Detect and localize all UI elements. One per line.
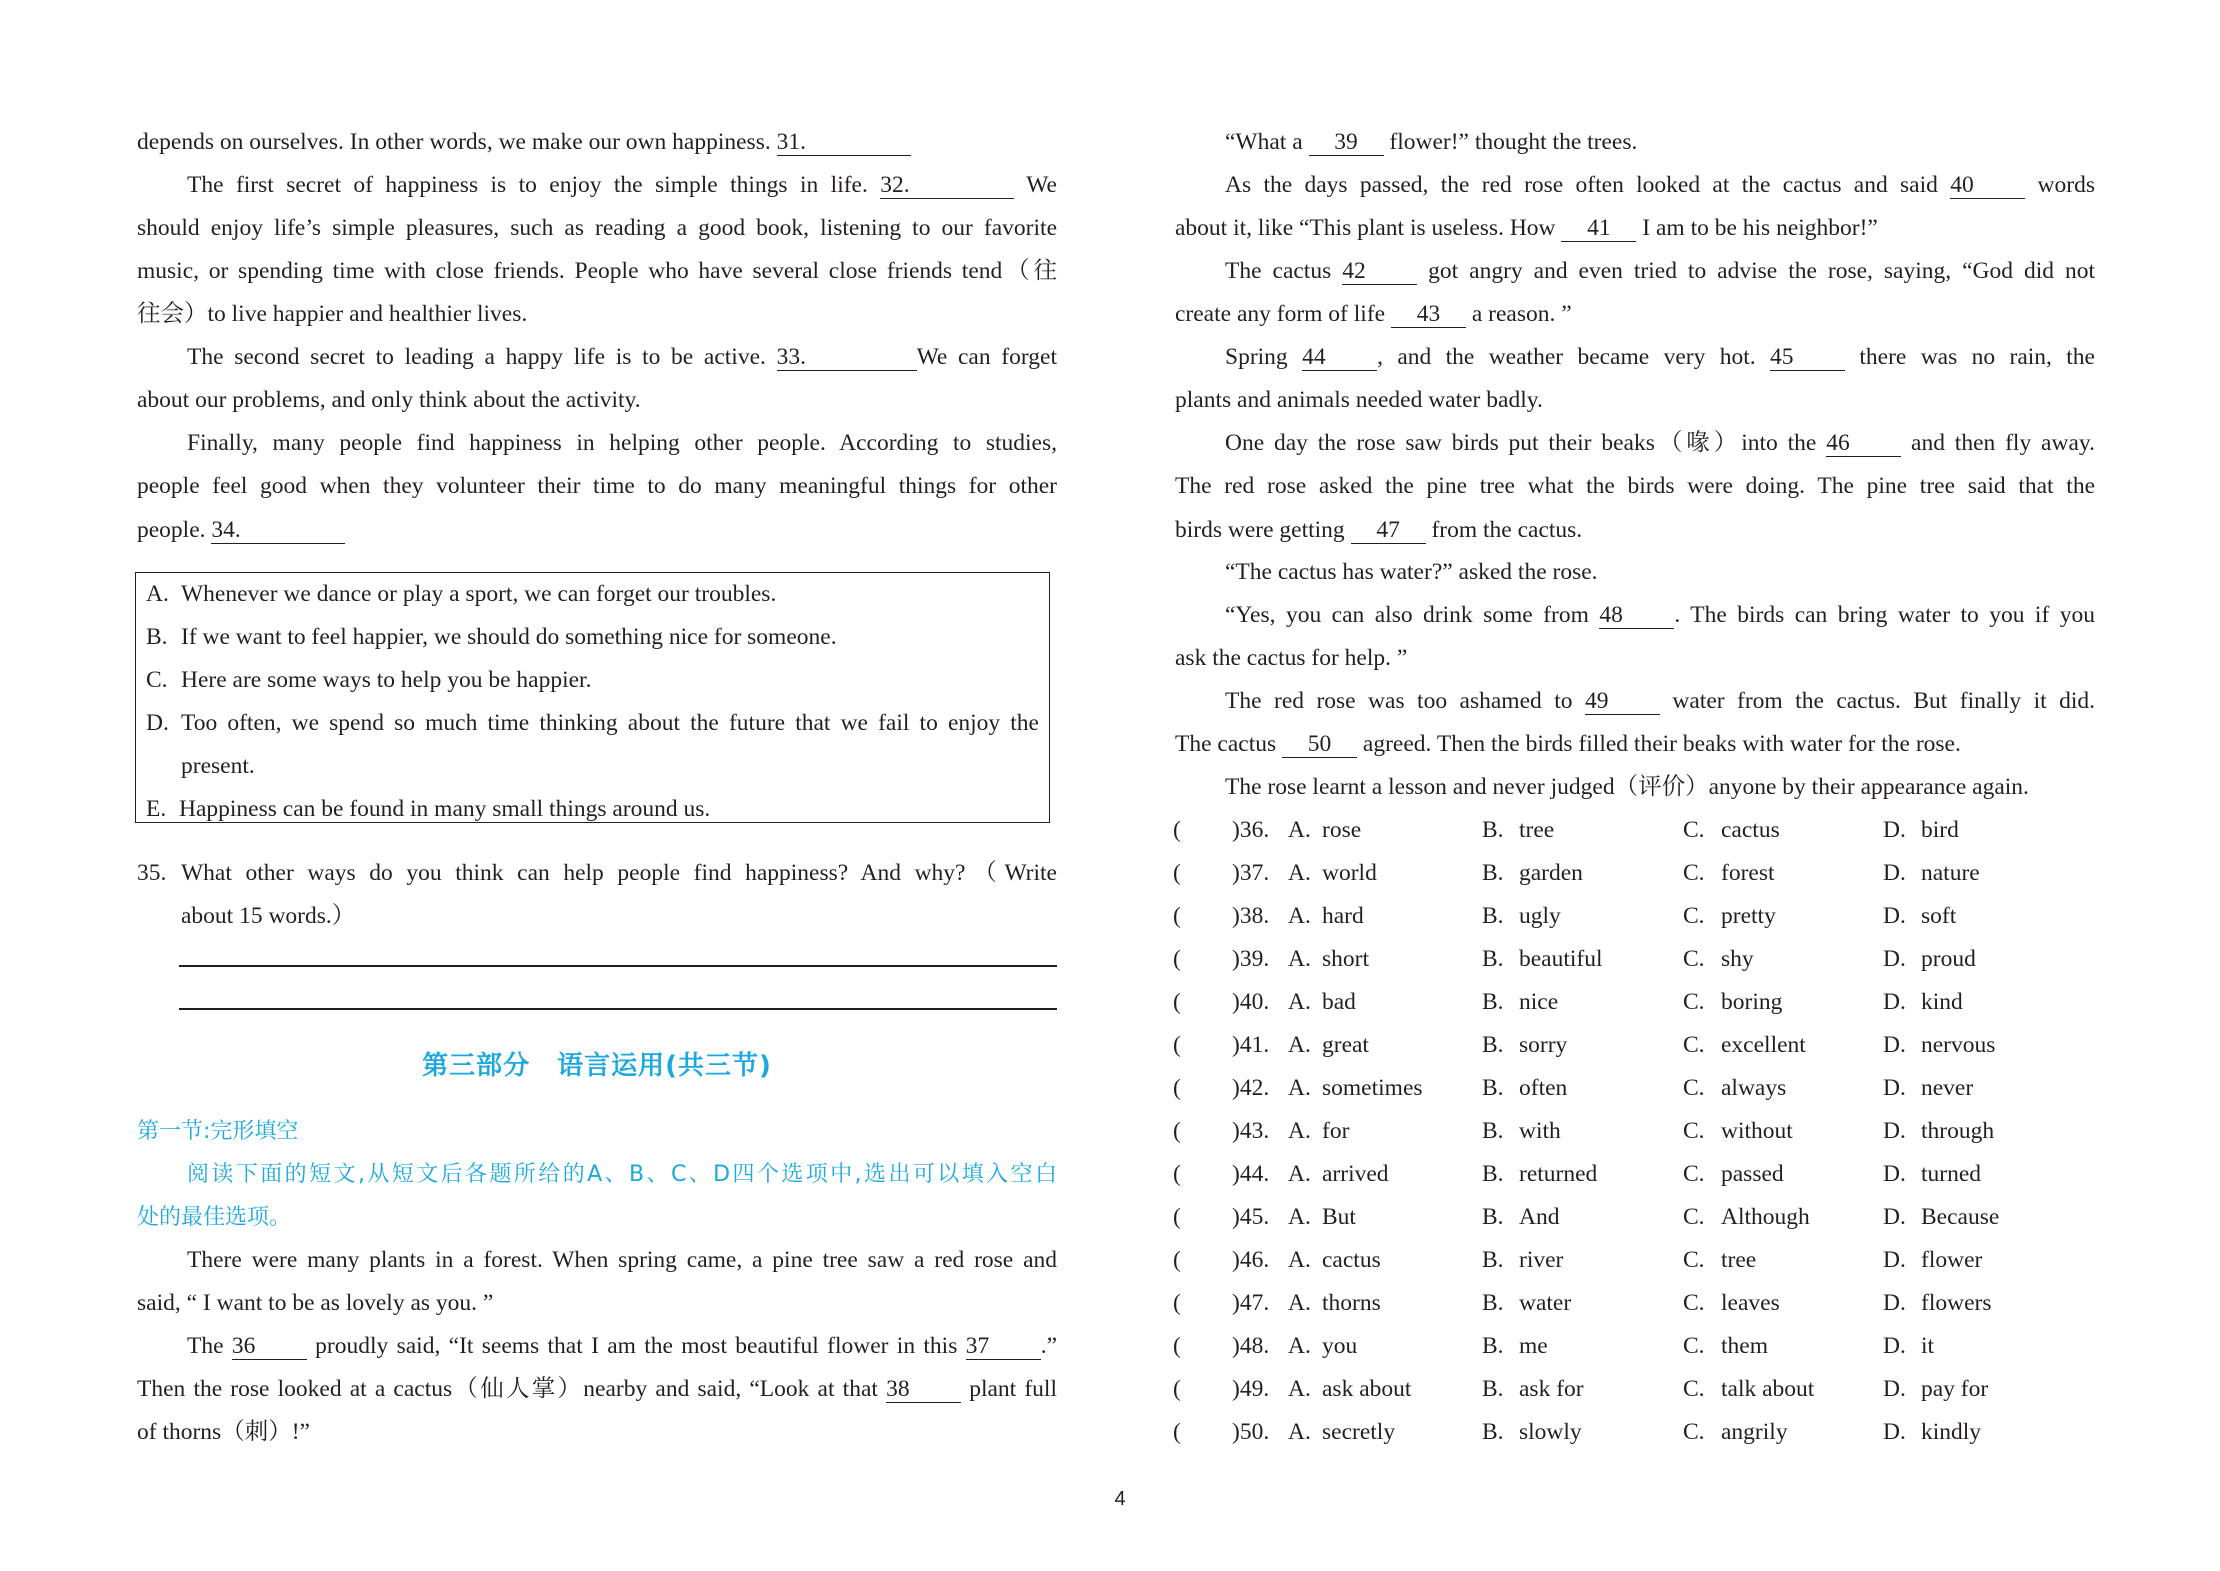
text: flower!” thought the trees. [1383, 129, 1638, 155]
option-b-letter: B. [1482, 1161, 1504, 1187]
text: depends on ourselves. In other words, we make our own happiness. [137, 129, 777, 155]
blank-37[interactable]: 37 [966, 1333, 1041, 1360]
paragraph-line [137, 509, 1057, 552]
box-option-text: present. [181, 753, 255, 779]
box-option-letter: A. [146, 581, 169, 607]
option-a-letter: A. [1288, 1075, 1311, 1101]
box-option-letter: B. [146, 624, 168, 650]
option-c[interactable]: them [1721, 1333, 1768, 1359]
text: We can forget [916, 344, 1057, 370]
option-b[interactable]: beautiful [1519, 946, 1603, 972]
question-number: )36. [1232, 817, 1270, 843]
option-c-letter: C. [1683, 1204, 1705, 1230]
option-b[interactable]: river [1519, 1247, 1564, 1273]
answer-line[interactable] [179, 1008, 1057, 1010]
answer-bracket[interactable]: ( [1173, 1376, 1181, 1402]
option-d[interactable]: soft [1921, 903, 1957, 929]
story-line [1175, 293, 2095, 336]
option-a-letter: A. [1288, 817, 1311, 843]
option-c-letter: C. [1683, 1290, 1705, 1316]
option-a[interactable]: hard [1322, 903, 1364, 929]
text: and then fly away. [1901, 430, 2095, 456]
paragraph-line: music, or spending time with close friends. People who have several close friends tend（往 [137, 258, 1057, 284]
text: The first secret of happiness is to enjoy the simple things in life. [187, 172, 881, 198]
text: words [2025, 172, 2095, 198]
option-b[interactable]: sorry [1519, 1032, 1568, 1058]
option-c[interactable]: Although [1721, 1204, 1810, 1230]
option-c[interactable]: boring [1721, 989, 1783, 1015]
option-d-letter: D. [1883, 1247, 1906, 1273]
story-line [1175, 509, 2095, 552]
answer-bracket[interactable]: ( [1173, 1161, 1181, 1187]
option-c[interactable]: pretty [1721, 903, 1776, 929]
option-d-letter: D. [1883, 1290, 1906, 1316]
option-b[interactable]: water [1519, 1290, 1572, 1316]
blank-31[interactable]: 31. [777, 129, 911, 156]
story-line: The red rose asked the pine tree what the birds were doing. The pine tree said that the [1175, 473, 2095, 499]
option-c[interactable]: talk about [1721, 1376, 1815, 1402]
option-d[interactable]: Because [1921, 1204, 2000, 1230]
text: As the days passed, the red rose often looked at the cactus and said [1225, 172, 1951, 198]
option-d[interactable]: kind [1921, 989, 1963, 1015]
answer-bracket[interactable]: ( [1173, 946, 1181, 972]
option-a[interactable]: But [1322, 1204, 1356, 1230]
option-a[interactable]: arrived [1322, 1161, 1389, 1187]
option-b-letter: B. [1482, 989, 1504, 1015]
blank-45[interactable]: 45 [1770, 344, 1845, 371]
option-a-letter: A. [1288, 1032, 1311, 1058]
blank-38[interactable]: 38 [886, 1376, 961, 1403]
option-d-letter: D. [1883, 989, 1906, 1015]
option-a-letter: A. [1288, 860, 1311, 886]
paragraph-line [137, 164, 1057, 207]
blank-34[interactable]: 34. [211, 517, 345, 544]
blank-49[interactable]: 49 [1585, 688, 1660, 715]
option-c[interactable]: forest [1721, 860, 1775, 886]
option-a[interactable]: secretly [1322, 1419, 1396, 1445]
text: The second secret to leading a happy life is to be active. [187, 344, 777, 370]
box-option-letter: D. [146, 710, 169, 736]
answer-bracket[interactable]: ( [1173, 1032, 1181, 1058]
answer-bracket[interactable]: ( [1173, 1419, 1181, 1445]
box-option-letter: E. [146, 796, 167, 822]
option-c-letter: C. [1683, 903, 1705, 929]
answer-bracket[interactable]: ( [1173, 1290, 1181, 1316]
answer-bracket[interactable]: ( [1173, 860, 1181, 886]
text: . The birds can bring water to you if you [1674, 602, 2095, 628]
answer-bracket[interactable]: ( [1173, 817, 1181, 843]
text: create any form of life [1175, 301, 1391, 327]
option-a[interactable]: bad [1322, 989, 1356, 1015]
text: We [1014, 172, 1057, 198]
box-option-text: Too often, we spend so much time thinking about the future that we fail to enjoy the [181, 710, 1039, 736]
text: One day the rose saw birds put their beaks（喙）into the [1225, 430, 1827, 456]
option-a-letter: A. [1288, 1118, 1311, 1144]
box-option-text: Happiness can be found in many small things around us. [179, 796, 711, 822]
option-a-letter: A. [1288, 1204, 1311, 1230]
option-b-letter: B. [1482, 1247, 1504, 1273]
option-b[interactable]: returned [1519, 1161, 1598, 1187]
option-d-letter: D. [1883, 1333, 1906, 1359]
blank-41[interactable]: 41 [1561, 215, 1636, 242]
option-d[interactable]: pay for [1921, 1376, 1989, 1402]
option-a[interactable]: you [1322, 1333, 1358, 1359]
question-number: )39. [1232, 946, 1270, 972]
story-line: said, “ I want to be as lovely as you. ” [137, 1290, 494, 1316]
option-d[interactable]: kindly [1921, 1419, 1982, 1445]
option-c[interactable]: shy [1721, 946, 1754, 972]
option-c[interactable]: excellent [1721, 1032, 1806, 1058]
question-number: )37. [1232, 860, 1270, 886]
story-line: There were many plants in a forest. When spring came, a pine tree saw a red rose and [187, 1247, 1057, 1273]
option-d-letter: D. [1883, 860, 1906, 886]
paragraph-line: about our problems, and only think about the activity. [137, 387, 641, 413]
question-number: )43. [1232, 1118, 1270, 1144]
option-a[interactable]: sometimes [1322, 1075, 1423, 1101]
story-line [1175, 250, 2095, 293]
answer-bracket[interactable]: ( [1173, 1333, 1181, 1359]
paragraph-line: people feel good when they volunteer their time to do many meaningful things for other [137, 473, 1057, 499]
option-c-letter: C. [1683, 1118, 1705, 1144]
text: The red rose was too ashamed to [1225, 688, 1585, 714]
option-d[interactable]: it [1921, 1333, 1935, 1359]
answer-bracket[interactable]: ( [1173, 1204, 1181, 1230]
option-b[interactable]: And [1519, 1204, 1560, 1230]
section-heading: 第三部分 语言运用(共三节) [422, 1051, 772, 1081]
option-d-letter: D. [1883, 1204, 1906, 1230]
option-d[interactable]: through [1921, 1118, 1995, 1144]
option-a-letter: A. [1288, 1247, 1311, 1273]
option-b[interactable]: ask for [1519, 1376, 1584, 1402]
option-d-letter: D. [1883, 1118, 1906, 1144]
option-a[interactable]: ask about [1322, 1376, 1412, 1402]
box-option-text: Here are some ways to help you be happier. [181, 667, 592, 693]
option-b-letter: B. [1482, 1333, 1504, 1359]
option-b[interactable]: with [1519, 1118, 1561, 1144]
story-line [137, 1368, 1057, 1411]
paragraph-line [137, 336, 1057, 379]
answer-bracket[interactable]: ( [1173, 1247, 1181, 1273]
option-a-letter: A. [1288, 1333, 1311, 1359]
option-d[interactable]: flower [1921, 1247, 1983, 1273]
text: The [187, 1333, 232, 1359]
option-c-letter: C. [1683, 989, 1705, 1015]
blank-42[interactable]: 42 [1342, 258, 1417, 285]
option-d-letter: D. [1883, 1161, 1906, 1187]
question-number: )40. [1232, 989, 1270, 1015]
story-line [137, 1325, 1057, 1368]
option-a[interactable]: world [1322, 860, 1377, 886]
instruction-line: 阅读下面的短文,从短文后各题所给的A、B、C、D四个选项中,选出可以填入空白 [187, 1162, 1057, 1187]
option-b-letter: B. [1482, 946, 1504, 972]
blank-40[interactable]: 40 [1950, 172, 2025, 199]
story-line: The rose learnt a lesson and never judged（评价）anyone by their appearance again. [1225, 774, 2029, 800]
blank-33[interactable]: 33. [777, 344, 917, 371]
option-d[interactable]: bird [1921, 817, 1959, 843]
option-d[interactable]: proud [1921, 946, 1976, 972]
paragraph-line [137, 121, 1057, 164]
option-d[interactable]: flowers [1921, 1290, 1992, 1316]
box-option-text: Whenever we dance or play a sport, we can forget our troubles. [181, 581, 777, 607]
text: got angry and even tried to advise the rose, saying, “God did not [1417, 258, 2095, 284]
paragraph-line: should enjoy life’s simple pleasures, such as reading a good book, listening to our favorite [137, 215, 1057, 241]
option-a[interactable]: thorns [1322, 1290, 1381, 1316]
option-c-letter: C. [1683, 1247, 1705, 1273]
option-c[interactable]: always [1721, 1075, 1787, 1101]
option-c-letter: C. [1683, 1032, 1705, 1058]
blank-32[interactable]: 32. [880, 172, 1014, 199]
blank-44[interactable]: 44 [1302, 344, 1377, 371]
blank-43[interactable]: 43 [1391, 301, 1466, 328]
question-number: )46. [1232, 1247, 1270, 1273]
story-line [1175, 422, 2095, 465]
story-line [1175, 723, 2095, 766]
option-c-letter: C. [1683, 1161, 1705, 1187]
option-b[interactable]: garden [1519, 860, 1583, 886]
option-d[interactable]: turned [1921, 1161, 1982, 1187]
option-d[interactable]: nature [1921, 860, 1980, 886]
option-d-letter: D. [1883, 1419, 1906, 1445]
option-c[interactable]: passed [1721, 1161, 1784, 1187]
box-option-text: If we want to feel happier, we should do something nice for someone. [181, 624, 837, 650]
question-number: )41. [1232, 1032, 1270, 1058]
option-b[interactable]: often [1519, 1075, 1568, 1101]
text: Spring [1225, 344, 1303, 370]
option-c-letter: C. [1683, 946, 1705, 972]
option-b-letter: B. [1482, 1118, 1504, 1144]
option-b-letter: B. [1482, 1204, 1504, 1230]
option-a[interactable]: for [1322, 1118, 1350, 1144]
option-a-letter: A. [1288, 946, 1311, 972]
option-a-letter: A. [1288, 1161, 1311, 1187]
option-b-letter: B. [1482, 1290, 1504, 1316]
option-c-letter: C. [1683, 1075, 1705, 1101]
text: agreed. Then the birds filled their beaks with water for the rose. [1357, 731, 1961, 757]
story-line [1175, 207, 2095, 250]
blank-36[interactable]: 36 [232, 1333, 307, 1360]
option-b-letter: B. [1482, 1032, 1504, 1058]
option-d-letter: D. [1883, 1075, 1906, 1101]
option-b[interactable]: tree [1519, 817, 1555, 843]
question-35-text: about 15 words.） [181, 903, 356, 929]
text: birds were getting [1175, 517, 1351, 543]
story-line [1175, 164, 2095, 207]
blank-48[interactable]: 48 [1599, 602, 1674, 629]
text: people. [137, 517, 212, 543]
option-d-letter: D. [1883, 817, 1906, 843]
text: plant full [961, 1376, 1057, 1402]
text: The cactus [1225, 258, 1343, 284]
question-number: )45. [1232, 1204, 1270, 1230]
option-d-letter: D. [1883, 1376, 1906, 1402]
option-d-letter: D. [1883, 946, 1906, 972]
story-line [1175, 336, 2095, 379]
option-a[interactable]: great [1322, 1032, 1369, 1058]
blank-50[interactable]: 50 [1282, 731, 1357, 758]
text: .” [1040, 1333, 1057, 1359]
paragraph-line: 往会）to live happier and healthier lives. [137, 301, 528, 327]
text: The cactus [1175, 731, 1283, 757]
option-b-letter: B. [1482, 1075, 1504, 1101]
option-b-letter: B. [1482, 860, 1504, 886]
answer-bracket[interactable]: ( [1173, 989, 1181, 1015]
text: there was no rain, the [1844, 344, 2095, 370]
box-option-letter: C. [146, 667, 168, 693]
option-b[interactable]: nice [1519, 989, 1559, 1015]
question-35-text: What other ways do you think can help people find happiness? And why?（Write [181, 860, 1057, 886]
story-line: “The cactus has water?” asked the rose. [1225, 559, 1598, 585]
story-line [1175, 680, 2095, 723]
text: “What a [1225, 129, 1309, 155]
answer-bracket[interactable]: ( [1173, 1118, 1181, 1144]
text: I am to be his neighbor!” [1636, 215, 1878, 241]
text: proudly said, “It seems that I am the most beautiful flower in this [306, 1333, 966, 1359]
option-d-letter: D. [1883, 1032, 1906, 1058]
blank-46[interactable]: 46 [1826, 430, 1901, 457]
option-c-letter: C. [1683, 860, 1705, 886]
answer-line[interactable] [179, 965, 1057, 967]
option-b-letter: B. [1482, 903, 1504, 929]
option-c-letter: C. [1683, 1376, 1705, 1402]
question-number: )48. [1232, 1333, 1270, 1359]
subsection-title: 第一节:完形填空 [137, 1119, 299, 1144]
option-c[interactable]: leaves [1721, 1290, 1780, 1316]
option-d[interactable]: nervous [1921, 1032, 1996, 1058]
option-c-letter: C. [1683, 1333, 1705, 1359]
question-number: )44. [1232, 1161, 1270, 1187]
option-a[interactable]: rose [1322, 817, 1362, 843]
question-number: )47. [1232, 1290, 1270, 1316]
blank-39[interactable]: 39 [1309, 129, 1384, 156]
text: about it, like “This plant is useless. How [1175, 215, 1562, 241]
story-line: of thorns（刺）!” [137, 1419, 310, 1445]
text: from the cactus. [1425, 517, 1583, 543]
story-line [1175, 121, 2095, 164]
answer-bracket[interactable]: ( [1173, 903, 1181, 929]
text: Then the rose looked at a cactus（仙人掌）nearby and said, “Look at that [137, 1376, 887, 1402]
option-b[interactable]: ugly [1519, 903, 1561, 929]
text: , and the weather became very hot. [1377, 344, 1770, 370]
page-number: 4 [1114, 1488, 1126, 1510]
option-d[interactable]: never [1921, 1075, 1974, 1101]
option-b-letter: B. [1482, 1376, 1504, 1402]
question-number: )50. [1232, 1419, 1270, 1445]
paragraph-line: Finally, many people find happiness in helping other people. According to studies, [187, 430, 1057, 456]
instruction-line: 处的最佳选项。 [137, 1205, 292, 1230]
question-number: )49. [1232, 1376, 1270, 1402]
option-a[interactable]: cactus [1322, 1247, 1381, 1273]
option-c[interactable]: without [1721, 1118, 1793, 1144]
option-a-letter: A. [1288, 1419, 1311, 1445]
story-line: plants and animals needed water badly. [1175, 387, 1543, 413]
text: water from the cactus. But finally it did. [1659, 688, 2095, 714]
question-35-number: 35. [137, 860, 167, 886]
story-line: ask the cactus for help. ” [1175, 645, 1408, 671]
answer-bracket[interactable]: ( [1173, 1075, 1181, 1101]
option-c[interactable]: tree [1721, 1247, 1757, 1273]
story-line [1175, 594, 2095, 637]
option-b-letter: B. [1482, 817, 1504, 843]
question-number: )42. [1232, 1075, 1270, 1101]
option-a-letter: A. [1288, 989, 1311, 1015]
option-c-letter: C. [1683, 1419, 1705, 1445]
option-b[interactable]: slowly [1519, 1419, 1582, 1445]
question-number: )38. [1232, 903, 1270, 929]
option-c[interactable]: angrily [1721, 1419, 1788, 1445]
option-d-letter: D. [1883, 903, 1906, 929]
option-a[interactable]: short [1322, 946, 1369, 972]
text: “Yes, you can also drink some from [1225, 602, 1600, 628]
option-b-letter: B. [1482, 1419, 1504, 1445]
option-a-letter: A. [1288, 903, 1311, 929]
option-b[interactable]: me [1519, 1333, 1548, 1359]
option-c[interactable]: cactus [1721, 817, 1780, 843]
option-c-letter: C. [1683, 817, 1705, 843]
option-a-letter: A. [1288, 1376, 1311, 1402]
text: a reason. ” [1465, 301, 1572, 327]
option-a-letter: A. [1288, 1290, 1311, 1316]
blank-47[interactable]: 47 [1351, 517, 1426, 544]
